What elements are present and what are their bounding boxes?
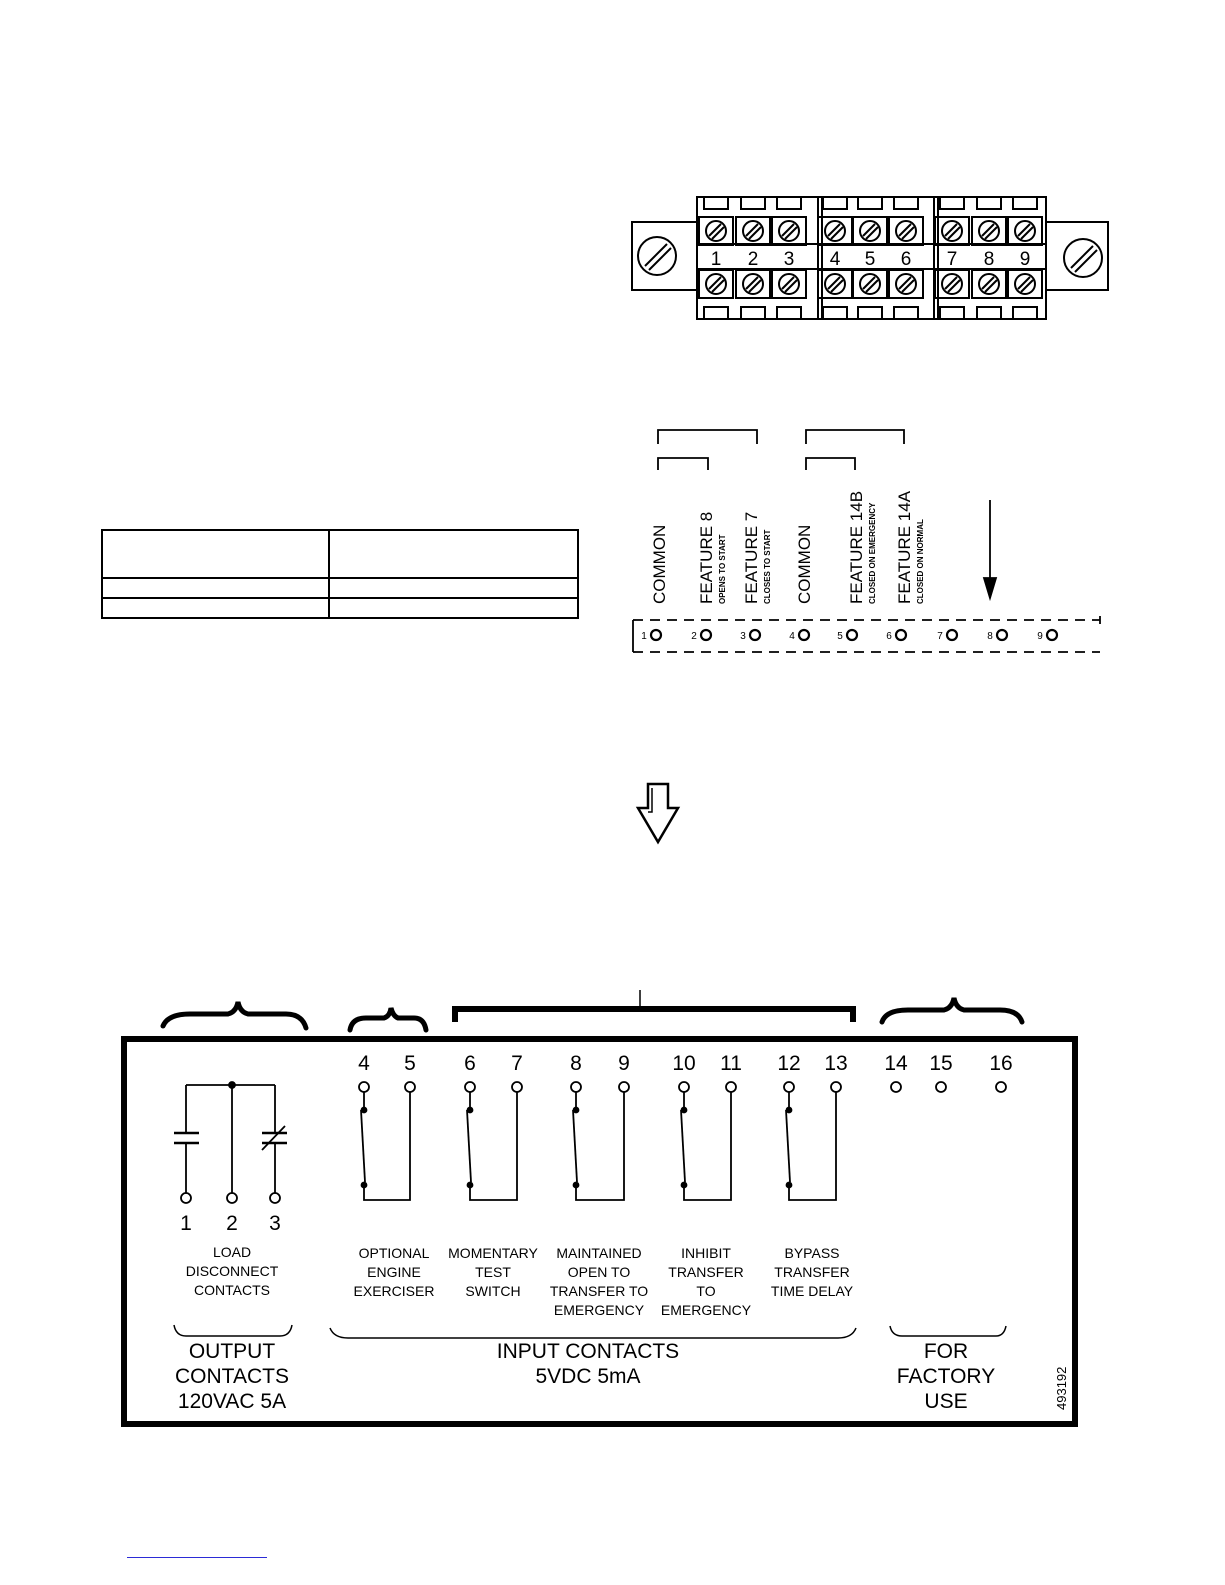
legacy-label-main: FEATURE 14A <box>895 490 914 604</box>
terminal-number: 8 <box>983 249 995 270</box>
legacy-terminal-number: 5 <box>837 631 843 642</box>
terminal-number: 4 <box>829 249 841 270</box>
input-terminal-number: 6 <box>464 1052 476 1075</box>
switch-symbol <box>359 1082 415 1200</box>
legacy-label-sub: CLOSED ON NORMAL <box>916 519 925 604</box>
terminal-circle <box>936 1082 946 1092</box>
output-terminal-number: 1 <box>180 1212 192 1235</box>
terminal-number: 7 <box>946 249 958 270</box>
switch-symbol <box>784 1082 841 1200</box>
input-terminal-number: 5 <box>404 1052 416 1075</box>
terminal-circle <box>701 630 711 640</box>
terminal-circle <box>996 1082 1006 1092</box>
input-caption-line: TRANSFER <box>668 1264 744 1280</box>
group-output-label: 120VAC 5A <box>177 1390 287 1413</box>
legacy-terminal-number: 6 <box>886 631 892 642</box>
hollow-down-arrow-icon <box>638 784 678 842</box>
legacy-terminal-label <box>650 525 669 604</box>
input-terminal-number: 7 <box>511 1052 523 1075</box>
group-factory-label: FACTORY <box>896 1365 996 1388</box>
terminal-circle <box>750 630 760 640</box>
legacy-terminal-label <box>697 512 727 604</box>
legacy-terminal-number: 3 <box>740 631 746 642</box>
input-caption-line: TIME DELAY <box>770 1283 854 1299</box>
input-caption-line: EMERGENCY <box>660 1302 752 1318</box>
legacy-terminal-number: 8 <box>987 631 993 642</box>
terminal-number: 3 <box>783 249 795 270</box>
legacy-terminal-number: 9 <box>1037 631 1043 642</box>
output-caption-line: DISCONNECT <box>185 1263 279 1279</box>
terminal-circle <box>947 630 957 640</box>
mounting-screw-right <box>1064 239 1102 277</box>
switch-symbol <box>571 1082 629 1200</box>
switch-symbol <box>679 1082 736 1200</box>
input-caption-line: ENGINE <box>367 1264 421 1280</box>
input-terminal-number: 9 <box>618 1052 630 1075</box>
group-output-label: CONTACTS <box>175 1365 289 1388</box>
legacy-label-sub: OPENS TO START <box>718 534 727 604</box>
input-contact-pair <box>661 1052 752 1318</box>
legacy-label-main: COMMON <box>650 524 669 604</box>
input-caption-line: INHIBIT <box>681 1245 731 1261</box>
terminal-number: 5 <box>864 249 876 270</box>
legacy-terminal-label <box>795 525 814 604</box>
group-input-label: INPUT CONTACTS <box>496 1340 680 1363</box>
legacy-terminal-label <box>742 512 772 604</box>
legacy-terminal-number: 4 <box>789 631 795 642</box>
switch-symbol <box>465 1082 522 1200</box>
output-caption-line: LOAD <box>212 1244 252 1260</box>
factory-terminal-number: 16 <box>989 1052 1013 1075</box>
terminal-circle <box>799 630 809 640</box>
input-terminal-number: 4 <box>358 1052 370 1075</box>
input-caption-line: OPTIONAL <box>358 1245 430 1261</box>
figure-id: 493192 <box>1054 1366 1069 1410</box>
factory-terminal-number: 15 <box>929 1052 953 1075</box>
legacy-terminal-label <box>847 491 877 604</box>
group-factory-label: FOR <box>923 1340 969 1363</box>
input-terminal-number: 10 <box>672 1052 696 1075</box>
legacy-terminal-number: 1 <box>641 631 647 642</box>
input-caption-line: MOMENTARY <box>448 1245 538 1261</box>
down-arrow-icon <box>984 578 996 598</box>
input-terminal-number: 8 <box>570 1052 582 1075</box>
input-caption-line: TRANSFER <box>774 1264 850 1280</box>
output-terminal-number: 2 <box>226 1212 238 1235</box>
input-contact-pair <box>448 1052 538 1299</box>
input-terminal-number: 13 <box>824 1052 848 1075</box>
terminal-circle <box>1047 630 1057 640</box>
input-terminal-number: 12 <box>777 1052 801 1075</box>
input-contact-pair <box>354 1052 435 1299</box>
input-caption-line: EMERGENCY <box>553 1302 645 1318</box>
group-input-label: 5VDC 5mA <box>535 1365 641 1388</box>
legacy-terminal-label <box>895 490 925 604</box>
input-contact-pair <box>550 1052 648 1318</box>
terminal-circle <box>651 630 661 640</box>
legacy-label-main: COMMON <box>795 524 814 604</box>
input-caption-line: MAINTAINED <box>556 1245 642 1261</box>
terminal-number: 9 <box>1019 249 1031 270</box>
input-caption-line: TEST <box>475 1264 511 1280</box>
terminal-number: 6 <box>900 249 912 270</box>
legacy-terminal-number: 2 <box>691 631 697 642</box>
group-factory-label: USE <box>924 1390 968 1413</box>
factory-terminal-number: 14 <box>884 1052 908 1075</box>
footer-rule <box>127 1557 267 1558</box>
legacy-terminal-number: 7 <box>937 631 943 642</box>
legacy-label-main: FEATURE 7 <box>742 511 761 604</box>
input-caption-line: EXERCISER <box>353 1283 435 1299</box>
input-caption-line: SWITCH <box>465 1283 521 1299</box>
input-caption-line: TO <box>696 1283 716 1299</box>
terminal-circle <box>997 630 1007 640</box>
legacy-label-sub: CLOSES TO START <box>763 529 772 604</box>
terminal-number: 2 <box>747 249 759 270</box>
input-terminal-number: 11 <box>720 1052 742 1075</box>
terminal-circle <box>896 630 906 640</box>
group-output-label: OUTPUT <box>188 1340 276 1363</box>
output-terminal-number: 3 <box>269 1212 281 1235</box>
terminal-circle <box>847 630 857 640</box>
board-brackets <box>163 998 1022 1030</box>
input-caption-line: BYPASS <box>784 1245 840 1261</box>
legacy-label-sub: CLOSED ON EMERGENCY <box>868 502 877 604</box>
output-caption-line: CONTACTS <box>194 1282 270 1298</box>
terminal-circle <box>891 1082 901 1092</box>
legacy-label-main: FEATURE 8 <box>697 511 716 604</box>
input-contact-pair <box>771 1052 854 1299</box>
input-caption-line: TRANSFER TO <box>549 1283 649 1299</box>
group-braces <box>174 1325 1006 1338</box>
legacy-label-main: FEATURE 14B <box>847 490 866 604</box>
input-caption-line: OPEN TO <box>567 1264 631 1280</box>
load-disconnect-schematic <box>174 1082 287 1203</box>
terminal-number: 1 <box>710 249 722 270</box>
input-bracket-top <box>455 990 853 1022</box>
mounting-screw-left <box>638 237 676 275</box>
